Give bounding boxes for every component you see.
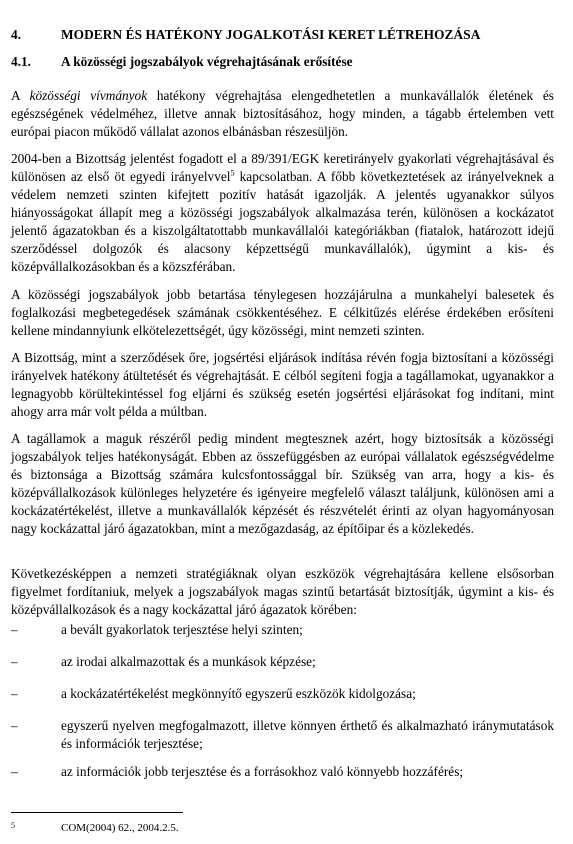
section-number: 4.	[11, 27, 22, 42]
paragraph-1-italic-term: közösségi vívmányok	[29, 88, 148, 103]
paragraph-2-part2: kapcsolatban. A főbb következtetések az irányelveknek a védelem nemzeti szinten kifejtett pozitív hatását igazolják. A jelentés ugyanakkor súlyos hiányosságokat állapít meg a közösségi jogszabályok alkalmazása terén, különösen a kockázatot jelentő ágazatokban és a kiszolgáltatottabb munkavállalói kategóriákban (fiatalok, határozott idejű szerződéssel dolgozók és alacsony képzettségű munkavállalók), úgymint a kis- és középvállalkozásokban és a közszférában.	[11, 169, 554, 274]
section-heading	[11, 26, 480, 44]
subsection-number: 4.1.	[11, 54, 31, 69]
list-dash: –	[11, 622, 18, 637]
paragraph-2	[11, 150, 554, 276]
subsection-title: A közösségi jogszabályok végrehajtásának erősítése	[61, 54, 353, 69]
paragraph-4: A Bizottság, mint a szerződések őre, jogsértési eljárások indítása révén fogja biztosítani a közösségi irányelvek hatékony átültetését és végrehajtását. E célból segíteni fogja a tagállamokat, ugyanakkor a legnagyobb körültekintéssel fog eljárni és szükség esetén jogsértési eljárásokat fog indítani, mint ahogy arra már volt példa a múltban.	[11, 350, 554, 419]
list-item-text: az információk jobb terjesztése és a forrásokhoz való könnyebb hozzáférés;	[61, 764, 464, 779]
footnote-mark: 5	[11, 821, 15, 830]
paragraph-1-lead: A	[11, 88, 30, 103]
paragraph-2-part1: 2004-ben a Bizottság jelentést fogadott el a 89/391/EGK keretirányelv gyakorlati végrehajtásával és különösen az első öt egyedi irányelvvel	[11, 151, 554, 184]
section-title: MODERN ÉS HATÉKONY JOGALKOTÁSI KERET LÉTREHOZÁSA	[61, 27, 481, 42]
list-item-text: egyszerű nyelven megfogalmazott, illetve könnyen érthető és alkalmazható iránymutatások és információk terjesztése;	[61, 718, 554, 751]
paragraph-5: A tagállamok a maguk részéről pedig mindent megtesznek azért, hogy biztosítsák a közösségi jogszabályok teljes hatékonyságát. Ebben az összefüggésben az európai vállalatok egészségvédelme és biztonsága a Bizottság számára kulcsfontossággal bír. Szükség van arra, hogy a kis- és középvállalkozások különleges helyzetére és igényeire megfelelő választ találjunk, különösen ami a kockázatértékelést, illetve a munkavállalók képzését és részvételét érinti az olyan hagyományosan nagy kockázattal járó ágazatokban, mint a mezőgazdaság, az építőipar és a közlekedés.	[11, 431, 554, 536]
footnote-reference[interactable]: 5	[230, 168, 235, 178]
paragraph-6: Következésképpen a nemzeti stratégiáknak olyan eszközök végrehajtására kellene elsősorban figyelmet fordítaniuk, melyek a jogszabályok magas szintű betartását biztosítják, úgymint a kis- és középvállalkozások és a nagy kockázattal járó ágazatok körében:	[11, 566, 554, 617]
footnote-text: COM(2004) 62., 2004.2.5.	[61, 822, 179, 834]
paragraph-1-rest: hatékony végrehajtása elengedhetetlen a munkavállalók életének és egészségének védelméhez, illetve annak biztosításához, hogy minden, a tágabb értelemben vett európai piacon működő vállalat azonos elbánásban részesüljön.	[11, 88, 554, 139]
list-item-text: az irodai alkalmazottak és a munkások képzése;	[61, 654, 316, 669]
list-dash: –	[11, 718, 18, 733]
list-dash: –	[11, 686, 18, 701]
paragraph-3: A közösségi jogszabályok jobb betartása ténylegesen hozzájárulna a munkahelyi balesetek és foglalkozási megbetegedések számának csökkentéséhez. E célkitűzés elérése érdekében erősíteni kellene mindannyiunk elkötelezettségét, úgy közösségi, mint nemzeti szinten.	[11, 287, 554, 338]
list-dash: –	[11, 764, 18, 779]
paragraph-1	[11, 87, 554, 141]
list-dash: –	[11, 654, 18, 669]
list-item-text: a bevált gyakorlatok terjesztése helyi szinten;	[61, 622, 303, 637]
list-item-text: a kockázatértékelést megkönnyítő egyszerű eszközök kidolgozása;	[61, 686, 416, 701]
footnote-separator	[11, 812, 183, 813]
subsection-heading	[11, 53, 353, 71]
